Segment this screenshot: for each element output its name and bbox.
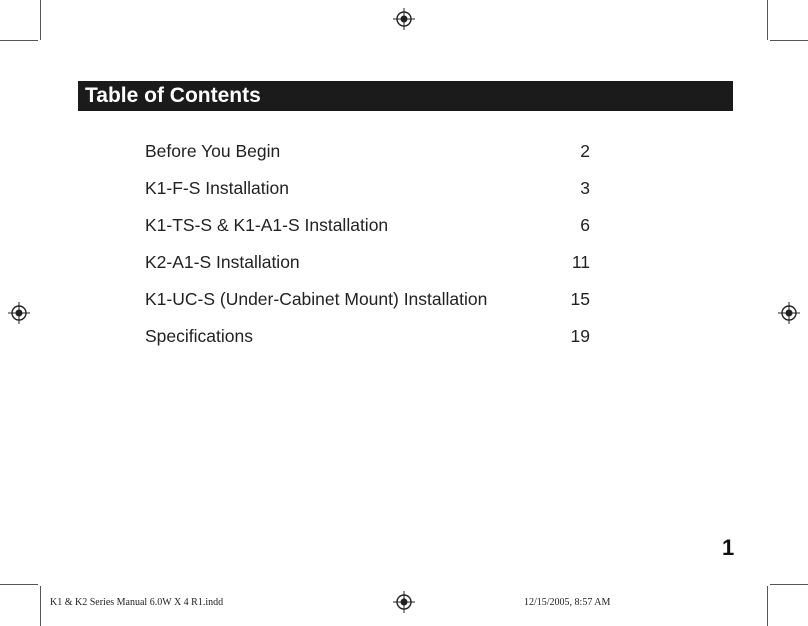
crop-mark-bottom-left [40,586,41,626]
toc-list [145,133,590,355]
toc-entry-label: K1-UC-S (Under-Cabinet Mount) Installation [145,289,488,309]
crop-mark-bottom-right [767,586,768,626]
registration-mark-left-icon [8,302,30,324]
crop-mark-top-right [767,0,768,40]
toc-entry-label: Specifications [145,326,253,346]
toc-entry-k1-ts-s[interactable] [145,207,590,244]
crop-mark-top-left [40,0,41,40]
toc-entry-specifications[interactable] [145,318,590,355]
toc-entry-before-you-begin[interactable] [145,133,590,170]
toc-entry-page: 2 [580,141,590,161]
toc-entry-page: 6 [580,215,590,235]
crop-mark-left-bottom [0,584,38,585]
footer-file-name: K1 & K2 Series Manual 6.0W X 4 R1.indd [50,597,224,608]
toc-entry-page: 11 [571,252,590,272]
footer-timestamp: 12/15/2005, 8:57 AM [524,597,611,608]
toc-entry-page: 15 [570,289,590,309]
toc-entry-k1-f-s[interactable] [145,170,590,207]
toc-entry-label: Before You Begin [145,141,281,161]
page-title: Table of Contents [78,81,733,111]
crop-mark-left-top [0,40,38,41]
toc-entry-label: K1-TS-S & K1-A1-S Installation [145,215,389,235]
toc-entry-label: K1-F-S Installation [145,178,289,198]
toc-entry-k1-uc-s[interactable] [145,281,590,318]
toc-entry-page: 19 [570,326,590,346]
toc-entry-page: 3 [580,178,590,198]
crop-mark-right-top [770,40,808,41]
registration-mark-top-icon [393,8,415,30]
toc-entry-label: K2-A1-S Installation [145,252,300,272]
footer-page: 1 [402,597,407,608]
toc-entry-k2-a1-s[interactable] [145,244,590,281]
registration-mark-right-icon [778,302,800,324]
crop-mark-right-bottom [770,584,808,585]
page-number: 1 [722,535,735,560]
